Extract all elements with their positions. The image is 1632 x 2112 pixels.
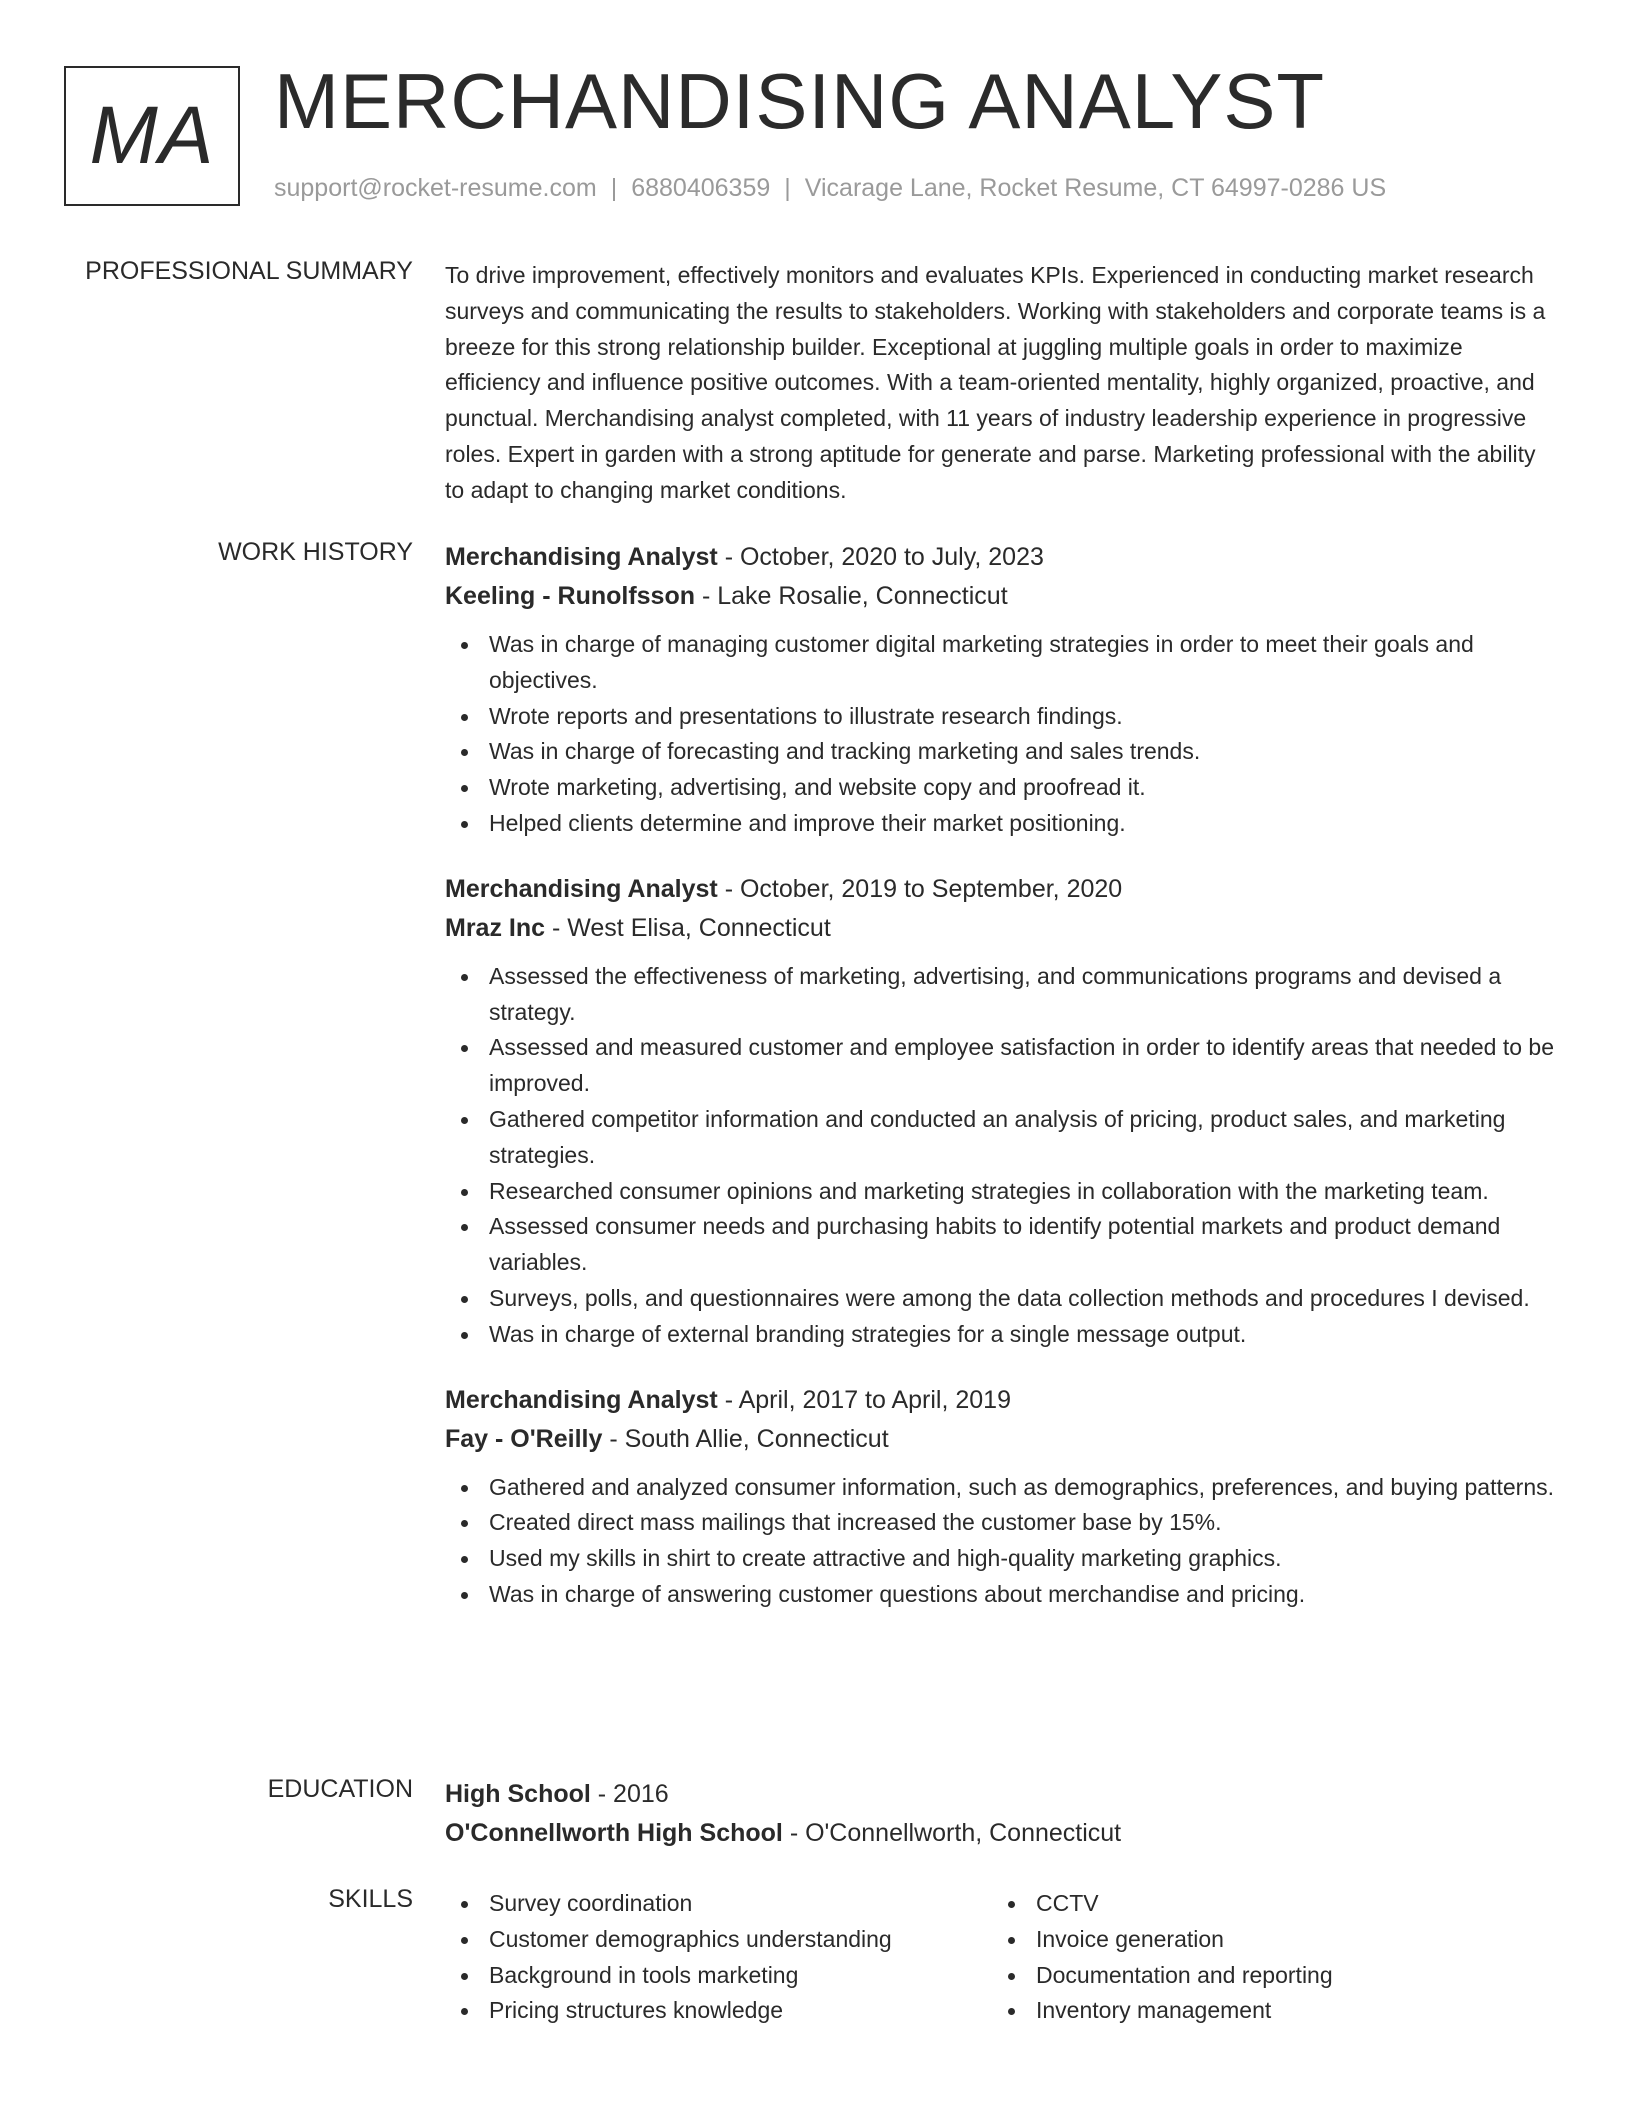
list-item: Was in charge of forecasting and tracking marketing and sales trends.	[445, 734, 1560, 770]
list-item: Researched consumer opinions and marketing strategies in collaboration with the marketing team.	[445, 1174, 1560, 1210]
section-label-skills: SKILLS	[328, 1885, 413, 1913]
job-entry	[445, 538, 1560, 842]
list-item: Assessed and measured customer and employee satisfaction in order to identify areas that needed to be improved.	[445, 1030, 1560, 1102]
job-company-line	[445, 577, 1560, 616]
section-label-work-history: WORK HISTORY	[218, 538, 413, 566]
skills-body	[445, 1886, 1560, 2029]
skill-item: Survey coordination	[445, 1886, 992, 1922]
list-item: Gathered competitor information and conducted an analysis of pricing, product sales, and marketing strategies.	[445, 1102, 1560, 1174]
education-year: - 2016	[590, 1780, 669, 1808]
education-degree-line	[445, 1775, 1560, 1814]
contact-line	[274, 174, 1386, 203]
job-bullets	[445, 1470, 1560, 1613]
skills-columns	[445, 1886, 1560, 2029]
skill-item: Pricing structures knowledge	[445, 1993, 992, 2029]
job-title: Merchandising Analyst	[445, 874, 718, 903]
list-item: Surveys, polls, and questionnaires were among the data collection methods and procedures I devised.	[445, 1281, 1560, 1317]
skill-item: Background in tools marketing	[445, 1958, 992, 1994]
summary-body	[445, 258, 1560, 509]
job-location: - Lake Rosalie, Connecticut	[695, 582, 1008, 610]
education-body	[445, 1775, 1560, 1853]
job-bullets	[445, 627, 1560, 842]
work-history-body	[445, 538, 1560, 1613]
list-item: Was in charge of answering customer questions about merchandise and pricing.	[445, 1577, 1560, 1613]
list-item: Created direct mass mailings that increased the customer base by 15%.	[445, 1505, 1560, 1541]
list-item: Gathered and analyzed consumer information, such as demographics, preferences, and buying patterns.	[445, 1470, 1560, 1506]
contact-email[interactable]: support@rocket-resume.com	[274, 174, 597, 202]
job-company-line	[445, 1420, 1560, 1459]
job-location: - South Allie, Connecticut	[602, 1424, 889, 1453]
job-title-line	[445, 870, 1560, 909]
job-title-line	[445, 1381, 1560, 1420]
list-item: Assessed the effectiveness of marketing, advertising, and communications programs and devised a strategy.	[445, 959, 1560, 1031]
job-company: Keeling - Runolfsson	[445, 582, 695, 610]
job-location: - West Elisa, Connecticut	[545, 913, 831, 942]
job-title-line	[445, 538, 1560, 577]
skill-item: Invoice generation	[992, 1922, 1539, 1958]
list-item: Wrote reports and presentations to illustrate research findings.	[445, 699, 1560, 735]
contact-phone[interactable]: 6880406359	[631, 174, 771, 202]
list-item: Assessed consumer needs and purchasing habits to identify potential markets and product demand variables.	[445, 1209, 1560, 1281]
job-dates: - October, 2019 to September, 2020	[717, 874, 1123, 903]
job-company: Fay - O'Reilly	[445, 1424, 603, 1453]
job-company-line	[445, 909, 1560, 948]
job-entry	[445, 870, 1560, 1353]
education-school: O'Connellworth High School	[445, 1819, 783, 1847]
page-title: MERCHANDISING ANALYST	[274, 57, 1326, 145]
job-bullets	[445, 959, 1560, 1353]
section-label-summary: PROFESSIONAL SUMMARY	[85, 257, 413, 285]
job-entry	[445, 1381, 1560, 1613]
contact-address: Vicarage Lane, Rocket Resume, CT 64997-0286 US	[804, 174, 1387, 202]
skill-item: Customer demographics understanding	[445, 1922, 992, 1958]
job-title: Merchandising Analyst	[445, 543, 718, 571]
skills-list-right	[992, 1886, 1539, 2029]
education-location: - O'Connellworth, Connecticut	[782, 1819, 1122, 1847]
skills-list-left	[445, 1886, 992, 2029]
contact-separator: |	[610, 174, 618, 202]
list-item: Was in charge of external branding strategies for a single message output.	[445, 1317, 1560, 1353]
education-degree: High School	[445, 1780, 591, 1808]
contact-separator: |	[784, 174, 791, 202]
list-item: Helped clients determine and improve their market positioning.	[445, 806, 1560, 842]
skill-item: Documentation and reporting	[992, 1958, 1539, 1994]
job-title: Merchandising Analyst	[445, 1385, 718, 1414]
job-company: Mraz Inc	[445, 913, 546, 942]
skill-item: Inventory management	[992, 1993, 1539, 2029]
section-label-education: EDUCATION	[267, 1775, 413, 1803]
job-dates: - April, 2017 to April, 2019	[717, 1385, 1011, 1414]
summary-text: To drive improvement, effectively monitors and evaluates KPIs. Experienced in conducting market research surveys and communicating the results to stakeholders. Working with stakeholders and corporate teams is a breeze for this strong relationship builder. Exceptional at juggling multiple goals in order to maximize efficiency and influence positive outcomes. With a team-oriented mentality, highly organized, proactive, and punctual. Merchandising analyst completed, with 11 years of industry leadership experience in progressive roles. Expert in garden with a strong aptitude for generate and parse. Marketing professional with the ability to adapt to changing market conditions.	[445, 262, 1546, 503]
skill-item: CCTV	[992, 1886, 1539, 1922]
job-dates: - October, 2020 to July, 2023	[717, 543, 1044, 571]
list-item: Used my skills in shirt to create attractive and high-quality marketing graphics.	[445, 1541, 1560, 1577]
list-item: Wrote marketing, advertising, and website copy and proofread it.	[445, 770, 1560, 806]
monogram-badge: MA	[64, 66, 240, 206]
list-item: Was in charge of managing customer digital marketing strategies in order to meet their goals and objectives.	[445, 627, 1560, 699]
education-school-line	[445, 1814, 1560, 1853]
